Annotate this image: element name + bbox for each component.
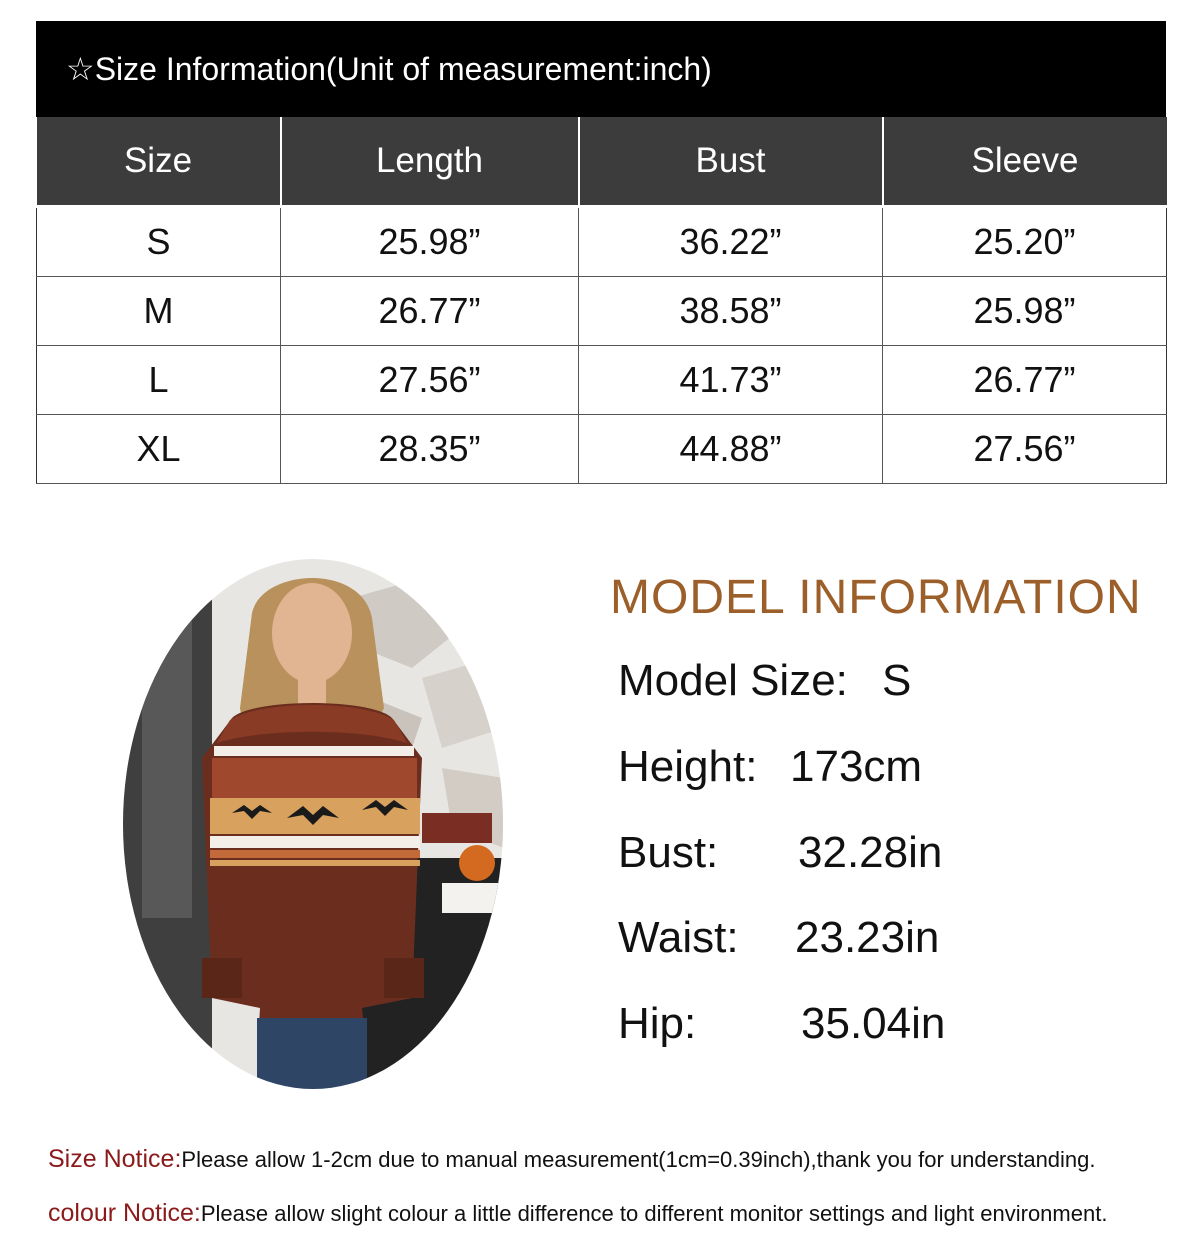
hip-label: Hip:	[618, 999, 697, 1048]
height-value: 173cm	[790, 742, 923, 791]
size-cell: L	[37, 346, 281, 415]
model-size-value: S	[882, 656, 912, 705]
sleeve-cell: 25.20”	[883, 207, 1167, 277]
size-notice-text: Please allow 1-2cm due to manual measurement(1cm=0.39inch),thank you for understanding.	[181, 1147, 1096, 1172]
bust-value: 32.28in	[798, 828, 943, 877]
model-size-label: Model Size:	[618, 656, 848, 705]
hip-line	[618, 999, 946, 1049]
size-notice	[48, 1144, 1096, 1175]
height-line	[618, 742, 923, 792]
sleeve-cell: 26.77”	[883, 346, 1167, 415]
column-header-sleeve: Sleeve	[883, 117, 1167, 207]
column-header-bust: Bust	[579, 117, 883, 207]
bust-line	[618, 828, 943, 878]
table-row	[37, 277, 1167, 346]
bust-cell: 44.88”	[579, 415, 883, 484]
colour-notice	[48, 1198, 1107, 1229]
column-header-size: Size	[37, 117, 281, 207]
waist-line	[618, 913, 940, 963]
size-info-title: ☆Size Information(Unit of measurement:inch)	[66, 51, 712, 87]
waist-label: Waist:	[618, 913, 739, 962]
colour-notice-tag: colour Notice:	[48, 1199, 201, 1227]
size-cell: S	[37, 207, 281, 277]
size-info-title-bar	[36, 21, 1166, 117]
height-label: Height:	[618, 742, 758, 791]
size-cell: XL	[37, 415, 281, 484]
table-row	[37, 415, 1167, 484]
bust-cell: 41.73”	[579, 346, 883, 415]
bust-label: Bust:	[618, 828, 719, 877]
table-row	[37, 207, 1167, 277]
model-info-heading: MODEL INFORMATION	[610, 571, 1142, 624]
length-cell: 28.35”	[281, 415, 579, 484]
size-table-header	[37, 117, 1167, 207]
hip-value: 35.04in	[801, 999, 946, 1048]
bust-cell: 38.58”	[579, 277, 883, 346]
model-size-line	[618, 656, 912, 706]
size-notice-tag: Size Notice:	[48, 1145, 182, 1173]
size-table	[36, 117, 1167, 484]
length-cell: 27.56”	[281, 346, 579, 415]
model-photo	[122, 558, 504, 1090]
table-row	[37, 346, 1167, 415]
sleeve-cell: 25.98”	[883, 277, 1167, 346]
colour-notice-text: Please allow slight colour a little difference to different monitor settings and light environment.	[200, 1201, 1108, 1226]
column-header-length: Length	[281, 117, 579, 207]
sleeve-cell: 27.56”	[883, 415, 1167, 484]
waist-value: 23.23in	[795, 913, 940, 962]
length-cell: 25.98”	[281, 207, 579, 277]
bust-cell: 36.22”	[579, 207, 883, 277]
size-cell: M	[37, 277, 281, 346]
length-cell: 26.77”	[281, 277, 579, 346]
